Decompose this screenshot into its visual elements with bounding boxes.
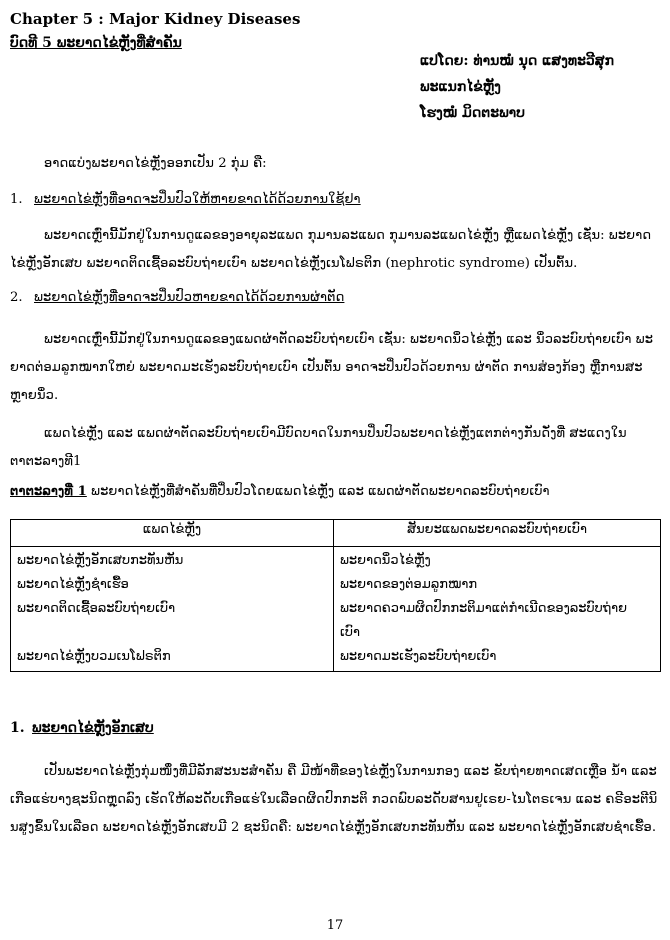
table-caption-label: ຕາຕະລາງທີ່ 1 — [10, 484, 87, 499]
table-caption — [10, 484, 550, 499]
group2-body-2: ແພດໄຂ່ຫຼັງ ແລະ ແພດຜ່າຕັດລະບົບຖ່າຍເບົາມີບົດບາດໃນການປິ່ນປົວພະຍາດໄຂ່ຫຼັງແຕກຕ່າງກັນດັ່ງທີ່ ສະແດງໃນຕາຕະລາງທີ1 — [10, 426, 627, 469]
section1-title: ພະຍາດໄຂ່ຫຼັງອັກເສບ — [32, 720, 154, 736]
table-cell-item: ເບົາ — [340, 625, 361, 640]
table-cell-nephrologist — [11, 547, 334, 672]
chapter-title-lao: ບົດທີ 5 ພະຍາດໄຂ່ຫຼັງທີ່ສຳຄັນ — [10, 35, 182, 51]
table-row — [11, 547, 661, 672]
table-cell-item: ພະຍາດນິ່ວໄຂ່ຫຼັງ — [340, 553, 431, 568]
table-caption-text: ພະຍາດໄຂ່ຫຼັງທີ່ສຳຄັນທີ່ປິ່ນປົວໂດຍແພດໄຂ່ຫຼັງ ແລະ ແພດຜ່າຕັດພະຍາດລະບົບຖ່າຍເບົາ — [91, 484, 550, 499]
group1-heading — [10, 192, 361, 207]
department: ພະແນກໄຂ່ຫຼັງ — [420, 79, 501, 95]
translator-credits — [420, 48, 614, 126]
table-cell-item: ພະຍາດໄຂ່ຫຼັງບວມເນໂຟຣຕິກ — [17, 649, 171, 664]
section1-body: ເປັນພະຍາດໄຂ່ຫຼັງກຸ່ມໜຶ່ງທີ່ມີລັກສະນະສຳຄັນ ຄື ມີໜ້າທີ່ຂອງໄຂ່ຫຼັງໃນການກອງ ແລະ ຂັບຖ່າຍທາດເສດເຫຼືອ ນ້ຳ ແລະ ເກືອແຮ່ບາງຊະນິດຫຼຸດລົງ ເຮັດໃຫ້ລະດັບເກືອແຮ່ໃນເລືອດຜິດປົກກະຕິ ກວດພົບລະດັບສານຢູເຣຍ-ໄນໂຕຣເຈນ ແລະ ຄຣີອະຕີນິນສູງຂຶ້ນໃນເລືອດ ພະຍາດໄຂ່ຫຼັງອັກເສບມີ 2 ຊະນິດຄື: ພະຍາດໄຂ່ຫຼັງອັກເສບກະທັນຫັນ ແລະ ພະຍາດໄຂ່ຫຼັງອັກເສບຊຳເຮື້ອ. — [10, 764, 658, 835]
table-cell-item: ພະຍາດມະເຮັງລະບົບຖ່າຍເບົາ — [340, 649, 497, 664]
intro-text: ອາດແບ່ງພະຍາດໄຂ່ຫຼັງອອກເປັນ 2 ກຸ່ມ ຄື: — [44, 156, 267, 171]
group1-number: 1. — [10, 192, 23, 207]
section1-number: 1. — [10, 720, 25, 736]
group1-body: ພະຍາດເຫຼົ່ານີ້ມັກຢູ່ໃນການດູແລຂອງອາຍຸລະແພດ ກຸມານລະແພດ ກຸມານລະແພດໄຂ່ຫຼັງ ຫຼືແພດໄຂ່ຫຼັງ ເຊັ່ນ: ພະຍາດໄຂ່ຫຼັງອັກເສບ ພະຍາດຕິດເຊື້ອລະບົບຖ່າຍເບົາ ພະຍາດໄຂ່ຫຼັງເນໂຟຣຕິກ (nephrotic syndrome) ເປັນຕົ້ນ. — [10, 228, 652, 271]
hospital: ໂຮງໝໍ ມິດຕະພາບ — [420, 105, 525, 121]
table-header-nephrologist: ແພດໄຂ່ຫຼັງ — [11, 520, 334, 547]
table-header-row — [11, 520, 661, 547]
table-header-urologist: ສັນຍະແພດພະຍາດລະບົບຖ່າຍເບົາ — [334, 520, 661, 547]
group2-body: ພະຍາດເຫຼົ່ານີ້ມັກຢູ່ໃນການດູແລຂອງແພດຜ່າຕັດລະບົບຖ່າຍເບົາ ເຊັ່ນ: ພະຍາດນິ່ວໄຂ່ຫຼັງ ແລະ ນິ່ວລະບົບຖ່າຍເບົາ ພະຍາດຕ່ອມລູກໝາກໃຫຍ່ ພະຍາດມະເຮັງລະບົບຖ່າຍເບົາ ເປັນຕົ້ນ ອາດຈະປິ່ນປົວດ້ວຍການ ຜ່າຕັດ ການສ່ອງກ້ອງ ຫຼືການສະຫຼາຍນິ່ວ. — [10, 332, 654, 403]
page-number: 17 — [326, 918, 344, 933]
section1-heading — [10, 720, 154, 736]
table-cell-item: ພະຍາດຂອງຕ່ອມລູກໝາກ — [340, 577, 478, 592]
table-cell-item: ພະຍາດຄວາມຜິດປົກກະຕິມາແຕ່ກຳເນີດຂອງລະບົບຖ່າຍ — [340, 601, 628, 616]
translator-name: ແປໂດຍ: ທ່ານໝໍ ນຸດ ແສງທະວີສຸກ — [420, 53, 615, 69]
group2-number: 2. — [10, 290, 23, 305]
group2-title: ພະຍາດໄຂ່ຫຼັງທີ່ອາດຈະປິ່ນປົວຫາຍຂາດໄດ້ດ້ວຍການຜ່າຕັດ — [34, 290, 345, 305]
table-cell-urologist — [334, 547, 661, 672]
table-cell-item: ພະຍາດຕິດເຊື້ອລະບົບຖ່າຍເບົາ — [17, 601, 176, 616]
group1-title: ພະຍາດໄຂ່ຫຼັງທີ່ອາດຈະປິ່ນປົວໃຫ້ຫາຍຂາດໄດ້ດ້ວຍການໃຊ້ຢາ — [34, 192, 361, 207]
group2-heading — [10, 290, 344, 305]
disease-table — [10, 519, 661, 672]
table-cell-item: ພະຍາດໄຂ່ຫຼັງຊຳເຮື້ອ — [17, 577, 129, 592]
chapter-title-en: Chapter 5 : Major Kidney Diseases — [10, 10, 301, 28]
table-cell-item — [17, 621, 327, 645]
table-cell-item: ພະຍາດໄຂ່ຫຼັງອັກເສບກະທັນຫັນ — [17, 553, 184, 568]
